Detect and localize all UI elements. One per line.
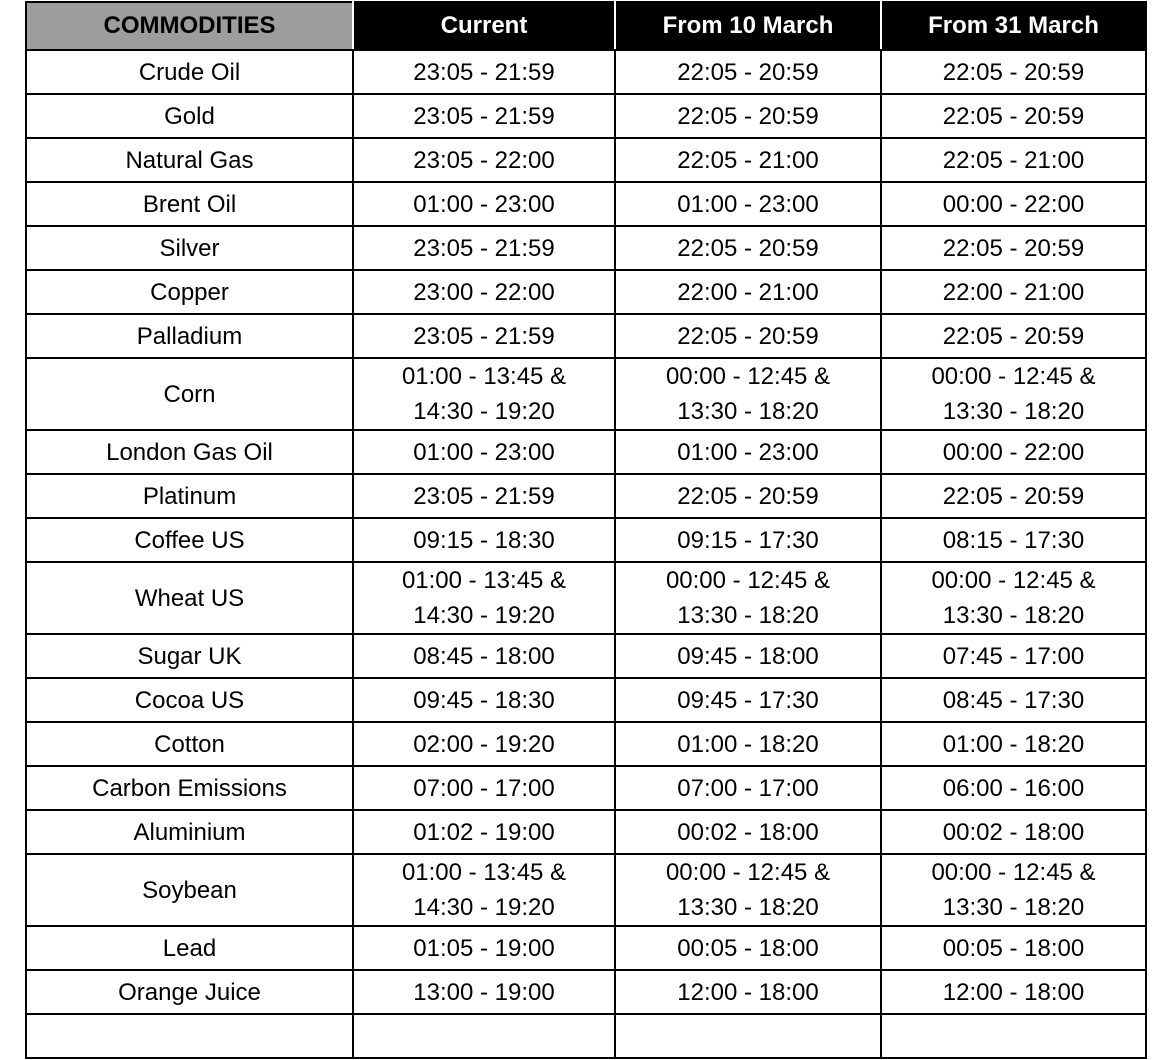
from-10-march-hours-cell-text: 01:00 - 18:20: [677, 730, 819, 758]
commodity-name-cell-text: Aluminium: [133, 818, 246, 846]
header-row: [26, 2, 1146, 50]
from-10-march-hours-cell: [615, 678, 881, 722]
commodity-name-cell: [26, 314, 353, 358]
from-31-march-hours-cell-text: 22:05 - 20:59: [942, 58, 1085, 86]
current-hours-cell-text: 02:00 - 19:20: [413, 730, 555, 758]
current-hours-cell-text: 13:00 - 19:00: [413, 978, 555, 1006]
empty-table-row: [26, 1014, 1146, 1058]
from-31-march-hours-cell-text: 12:00 - 18:00: [942, 978, 1085, 1006]
from-10-march-hours-cell: [615, 430, 881, 474]
table-row: [26, 270, 1146, 314]
table-row: [26, 314, 1146, 358]
from-31-march-hours-cell-text: 08:45 - 17:30: [942, 686, 1085, 714]
commodity-name-cell: [26, 810, 353, 854]
current-hours-cell-text: 01:00 - 13:45 & 14:30 - 19:20: [401, 859, 567, 921]
from-31-march-hours-cell-text: 22:05 - 20:59: [942, 234, 1085, 262]
commodity-name-cell: [26, 474, 353, 518]
header-commodities: COMMODITIES: [26, 2, 353, 50]
current-hours-cell: [353, 722, 615, 766]
current-hours-cell: [353, 314, 615, 358]
from-10-march-hours-cell: [615, 94, 881, 138]
from-31-march-hours-cell-text: 08:15 - 17:30: [942, 526, 1085, 554]
table-row: [26, 474, 1146, 518]
from-10-march-hours-cell-text: 07:00 - 17:00: [677, 774, 819, 802]
from-10-march-hours-cell-text: 09:15 - 17:30: [677, 526, 819, 554]
from-31-march-hours-cell: [881, 94, 1146, 138]
from-10-march-hours-cell: [615, 926, 881, 970]
commodity-name-cell-text: Wheat US: [134, 584, 245, 612]
from-10-march-hours-cell-text: 00:02 - 18:00: [677, 818, 819, 846]
from-31-march-hours-cell: [881, 226, 1146, 270]
current-hours-cell: [353, 226, 615, 270]
from-31-march-hours-cell: [881, 766, 1146, 810]
from-31-march-hours-cell: [881, 562, 1146, 634]
current-hours-cell: [353, 854, 615, 926]
commodity-name-cell: [26, 138, 353, 182]
header-from-31-march: From 31 March: [881, 2, 1146, 50]
from-10-march-hours-cell-text: 22:05 - 20:59: [677, 322, 819, 350]
table-row: [26, 358, 1146, 430]
current-hours-cell-text: 01:00 - 23:00: [413, 438, 555, 466]
table-row: [26, 562, 1146, 634]
current-hours-cell: [353, 182, 615, 226]
from-31-march-hours-cell: [881, 182, 1146, 226]
from-10-march-hours-cell-text: 22:05 - 21:00: [677, 146, 819, 174]
from-31-march-hours-cell: [881, 474, 1146, 518]
empty-cell: [353, 1014, 615, 1058]
from-31-march-hours-cell: [881, 634, 1146, 678]
from-31-march-hours-cell: [881, 358, 1146, 430]
current-hours-cell-text: 09:15 - 18:30: [413, 526, 555, 554]
from-31-march-hours-cell-text: 01:00 - 18:20: [942, 730, 1085, 758]
table-row: [26, 226, 1146, 270]
current-hours-cell-text: 07:00 - 17:00: [413, 774, 555, 802]
current-hours-cell-text: 23:05 - 21:59: [413, 234, 555, 262]
current-hours-cell: [353, 678, 615, 722]
current-hours-cell-text: 23:05 - 21:59: [413, 482, 555, 510]
from-31-march-hours-cell-text: 00:02 - 18:00: [942, 818, 1085, 846]
from-10-march-hours-cell-text: 09:45 - 17:30: [677, 686, 819, 714]
commodity-name-cell: [26, 678, 353, 722]
commodities-trading-hours-table: [25, 1, 1147, 1059]
current-hours-cell: [353, 474, 615, 518]
from-31-march-hours-cell: [881, 430, 1146, 474]
current-hours-cell-text: 01:02 - 19:00: [413, 818, 555, 846]
current-hours-cell-text: 08:45 - 18:00: [413, 642, 555, 670]
table-row: [26, 810, 1146, 854]
commodity-name-cell: [26, 970, 353, 1014]
commodity-name-cell: [26, 50, 353, 94]
from-31-march-hours-cell: [881, 314, 1146, 358]
from-31-march-hours-cell: [881, 518, 1146, 562]
commodity-name-cell-text: Soybean: [142, 876, 237, 904]
from-31-march-hours-cell-text: 22:05 - 20:59: [942, 322, 1085, 350]
commodity-name-cell-text: Crude Oil: [138, 58, 241, 86]
from-10-march-hours-cell: [615, 854, 881, 926]
table-row: [26, 678, 1146, 722]
from-10-march-hours-cell-text: 22:05 - 20:59: [677, 234, 819, 262]
from-10-march-hours-cell: [615, 634, 881, 678]
from-10-march-hours-cell: [615, 562, 881, 634]
current-hours-cell: [353, 430, 615, 474]
current-hours-cell: [353, 138, 615, 182]
commodity-name-cell: [26, 430, 353, 474]
commodity-name-cell-text: Corn: [163, 380, 216, 408]
table-row: [26, 518, 1146, 562]
from-31-march-hours-cell: [881, 270, 1146, 314]
current-hours-cell: [353, 358, 615, 430]
from-10-march-hours-cell: [615, 182, 881, 226]
current-hours-cell: [353, 50, 615, 94]
commodity-name-cell-text: Brent Oil: [142, 190, 237, 218]
from-10-march-hours-cell: [615, 358, 881, 430]
from-31-march-hours-cell-text: 00:00 - 12:45 & 13:30 - 18:20: [931, 859, 1096, 921]
from-31-march-hours-cell-text: 00:00 - 22:00: [942, 438, 1085, 466]
table-row: [26, 94, 1146, 138]
commodity-name-cell: [26, 94, 353, 138]
commodity-name-cell: [26, 358, 353, 430]
from-31-march-hours-cell-text: 07:45 - 17:00: [942, 642, 1085, 670]
from-31-march-hours-cell-text: 22:05 - 21:00: [942, 146, 1085, 174]
from-10-march-hours-cell: [615, 722, 881, 766]
commodity-name-cell-text: Platinum: [142, 482, 237, 510]
current-hours-cell-text: 23:05 - 21:59: [413, 322, 555, 350]
current-hours-cell: [353, 810, 615, 854]
commodity-name-cell: [26, 518, 353, 562]
current-hours-cell-text: 09:45 - 18:30: [413, 686, 555, 714]
from-10-march-hours-cell-text: 01:00 - 23:00: [677, 438, 819, 466]
commodity-name-cell-text: Palladium: [136, 322, 243, 350]
from-10-march-hours-cell: [615, 474, 881, 518]
commodity-name-cell-text: London Gas Oil: [106, 438, 273, 466]
current-hours-cell-text: 01:00 - 13:45 & 14:30 - 19:20: [401, 363, 567, 425]
table-row: [26, 926, 1146, 970]
table-row: [26, 970, 1146, 1014]
header-from-10-march: From 10 March: [615, 2, 881, 50]
table-row: [26, 182, 1146, 226]
empty-cell: [26, 1014, 353, 1058]
current-hours-cell-text: 23:05 - 21:59: [413, 102, 555, 130]
commodity-name-cell: [26, 722, 353, 766]
from-10-march-hours-cell: [615, 766, 881, 810]
from-10-march-hours-cell: [615, 270, 881, 314]
from-31-march-hours-cell: [881, 926, 1146, 970]
empty-cell: [615, 1014, 881, 1058]
commodity-name-cell-text: Coffee US: [134, 526, 245, 554]
from-31-march-hours-cell: [881, 810, 1146, 854]
table-row: [26, 722, 1146, 766]
commodity-name-cell: [26, 854, 353, 926]
commodity-name-cell-text: Carbon Emissions: [92, 774, 287, 802]
from-31-march-hours-cell: [881, 138, 1146, 182]
from-10-march-hours-cell-text: 00:00 - 12:45 & 13:30 - 18:20: [665, 363, 831, 425]
current-hours-cell: [353, 926, 615, 970]
commodity-name-cell: [26, 634, 353, 678]
table-row: [26, 138, 1146, 182]
commodity-name-cell-text: Silver: [159, 234, 220, 262]
from-10-march-hours-cell-text: 12:00 - 18:00: [677, 978, 819, 1006]
from-31-march-hours-cell-text: 22:05 - 20:59: [942, 482, 1085, 510]
from-10-march-hours-cell: [615, 314, 881, 358]
from-31-march-hours-cell: [881, 678, 1146, 722]
current-hours-cell-text: 01:00 - 13:45 & 14:30 - 19:20: [401, 567, 567, 629]
commodity-name-cell-text: Sugar UK: [137, 642, 242, 670]
commodity-name-cell: [26, 270, 353, 314]
current-hours-cell-text: 01:05 - 19:00: [413, 934, 555, 962]
current-hours-cell: [353, 970, 615, 1014]
header-current: Current: [353, 2, 615, 50]
current-hours-cell-text: 23:05 - 22:00: [413, 146, 555, 174]
commodity-name-cell-text: Lead: [162, 934, 217, 962]
table-row: [26, 766, 1146, 810]
current-hours-cell: [353, 518, 615, 562]
from-31-march-hours-cell: [881, 722, 1146, 766]
from-31-march-hours-cell-text: 00:05 - 18:00: [942, 934, 1085, 962]
from-10-march-hours-cell: [615, 970, 881, 1014]
commodity-name-cell: [26, 182, 353, 226]
table-row: [26, 430, 1146, 474]
current-hours-cell-text: 01:00 - 23:00: [413, 190, 555, 218]
empty-cell: [881, 1014, 1146, 1058]
from-31-march-hours-cell-text: 00:00 - 12:45 & 13:30 - 18:20: [931, 363, 1096, 425]
from-31-march-hours-cell-text: 22:00 - 21:00: [942, 278, 1085, 306]
from-31-march-hours-cell: [881, 970, 1146, 1014]
from-10-march-hours-cell-text: 22:05 - 20:59: [677, 58, 819, 86]
from-31-march-hours-cell: [881, 854, 1146, 926]
commodity-name-cell-text: Gold: [164, 102, 215, 130]
commodity-name-cell: [26, 926, 353, 970]
from-10-march-hours-cell-text: 00:05 - 18:00: [677, 934, 819, 962]
from-10-march-hours-cell: [615, 226, 881, 270]
current-hours-cell-text: 23:00 - 22:00: [413, 278, 555, 306]
table-row: [26, 634, 1146, 678]
from-10-march-hours-cell: [615, 138, 881, 182]
table-row: [26, 854, 1146, 926]
current-hours-cell: [353, 766, 615, 810]
commodity-name-cell: [26, 766, 353, 810]
commodity-name-cell-text: Cotton: [154, 730, 225, 758]
commodity-name-cell-text: Natural Gas: [125, 146, 254, 174]
current-hours-cell: [353, 634, 615, 678]
table-row: [26, 50, 1146, 94]
from-31-march-hours-cell: [881, 50, 1146, 94]
current-hours-cell-text: 23:05 - 21:59: [413, 58, 555, 86]
from-10-march-hours-cell-text: 01:00 - 23:00: [677, 190, 819, 218]
current-hours-cell: [353, 562, 615, 634]
from-31-march-hours-cell-text: 06:00 - 16:00: [942, 774, 1085, 802]
from-10-march-hours-cell-text: 22:00 - 21:00: [677, 278, 819, 306]
from-31-march-hours-cell-text: 00:00 - 12:45 & 13:30 - 18:20: [931, 567, 1096, 629]
from-10-march-hours-cell: [615, 50, 881, 94]
commodity-name-cell-text: Copper: [150, 278, 229, 306]
from-31-march-hours-cell-text: 22:05 - 20:59: [942, 102, 1085, 130]
commodity-name-cell-text: Cocoa US: [134, 686, 245, 714]
from-10-march-hours-cell-text: 00:00 - 12:45 & 13:30 - 18:20: [665, 567, 831, 629]
from-10-march-hours-cell: [615, 518, 881, 562]
current-hours-cell: [353, 270, 615, 314]
from-10-march-hours-cell-text: 09:45 - 18:00: [677, 642, 819, 670]
from-10-march-hours-cell-text: 22:05 - 20:59: [677, 482, 819, 510]
commodity-name-cell-text: Orange Juice: [118, 978, 261, 1006]
from-10-march-hours-cell-text: 22:05 - 20:59: [677, 102, 819, 130]
commodity-name-cell: [26, 562, 353, 634]
current-hours-cell: [353, 94, 615, 138]
from-31-march-hours-cell-text: 00:00 - 22:00: [942, 190, 1085, 218]
from-10-march-hours-cell-text: 00:00 - 12:45 & 13:30 - 18:20: [665, 859, 831, 921]
commodity-name-cell: [26, 226, 353, 270]
from-10-march-hours-cell: [615, 810, 881, 854]
table-body: [26, 50, 1146, 1058]
